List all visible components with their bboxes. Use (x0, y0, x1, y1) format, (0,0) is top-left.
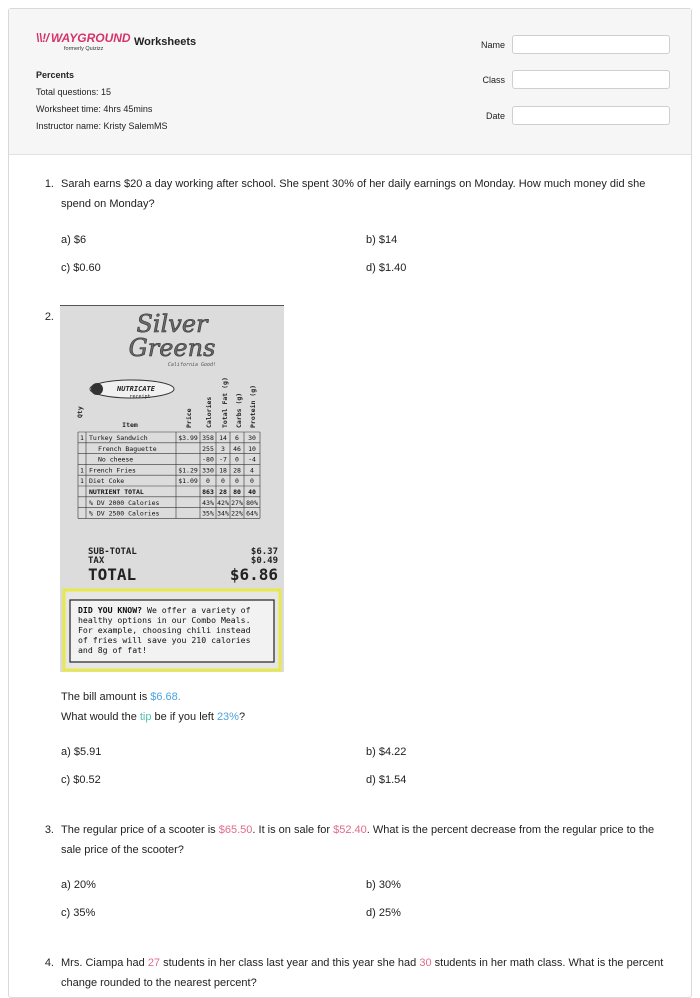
receipt-cell: 34% (217, 509, 229, 518)
date-label: Date (485, 110, 505, 121)
receipt-did-you-know-line: and 8g of fat! (78, 645, 148, 655)
q3-text-3: . What is the percent decrease from the regular price to the sale price of the scooter? (61, 824, 655, 856)
receipt-cell: % DV 2000 Calories (89, 498, 160, 507)
receipt-cell: 18 (219, 466, 227, 475)
question-text: Sarah earns $20 a day working after school. She spent 30% of her daily earnings on Monday. How much money did she spend on Monday? (61, 178, 646, 210)
receipt-brand-line1: Silver (136, 310, 208, 338)
class-input[interactable] (512, 70, 670, 89)
receipt-cell: 0 (235, 455, 239, 464)
receipt-cell: $1.09 (178, 477, 198, 486)
receipt-cell: -4 (248, 455, 256, 464)
receipt-did-you-know-line: DID YOU KNOW? We offer a variety of (78, 605, 251, 615)
receipt-cell: $3.99 (178, 434, 198, 442)
question-number: 3. (44, 824, 54, 836)
receipt-nutricate-logo: NUTRICATE (117, 385, 155, 393)
receipt-cell: 0 (250, 477, 254, 486)
question-number: 4. (44, 957, 54, 969)
receipt-cell: 863 (202, 488, 214, 496)
tip-text-2: be if you left (151, 711, 217, 723)
tip-percent: 23% (216, 711, 239, 723)
tip-text-3: ? (238, 711, 246, 723)
receipt-cell: 80 (233, 488, 241, 496)
receipt-cell: 28 (233, 466, 241, 475)
total-questions: Total questions: 15 (36, 87, 112, 97)
receipt-cell: 35% (202, 509, 214, 518)
receipt-cell: 27% (231, 498, 243, 507)
this-year-students: 30 (419, 957, 432, 969)
receipt-cell: 42% (217, 498, 229, 507)
receipt-cell: 22% (231, 509, 243, 518)
q3-option-a[interactable]: a) 20% (61, 879, 96, 891)
receipt-brand-tagline: California Good! (167, 362, 217, 368)
receipt-cell: NUTRIENT TOTAL (89, 488, 144, 496)
instructor-name: Instructor name: Kristy SalemMS (36, 121, 168, 131)
receipt-cell: % DV 2500 Calories (89, 509, 160, 518)
q3-text-1: The regular price of a scooter is (61, 824, 219, 836)
receipt-cell: -7 (219, 455, 227, 464)
receipt-did-you-know-line: healthy options in our Combo Meals. (78, 615, 251, 625)
receipt-cell: 28 (219, 488, 227, 496)
question-text (61, 687, 666, 727)
q2-option-c[interactable]: c) $0.52 (61, 774, 101, 786)
bill-text: The bill amount is (61, 691, 151, 703)
receipt-cell: $1.29 (178, 466, 198, 475)
q3-text-2: . It is on sale for (252, 824, 334, 836)
receipt-header-2: Price (185, 408, 193, 428)
worksheet-topic: Percents (36, 70, 75, 80)
receipt-header-6: Protein (g) (249, 384, 257, 428)
receipt-header-item: Item (122, 421, 138, 429)
receipt-cell: 4 (250, 466, 254, 475)
q4-text-2: students in her class last year and this year she had (160, 957, 420, 969)
q1-option-c[interactable]: c) $0.60 (61, 262, 101, 274)
q3-option-b[interactable]: b) 30% (366, 879, 401, 891)
receipt-cell: 43% (202, 498, 214, 507)
receipt-cell: 1 (80, 477, 84, 486)
q4-text-1: Mrs. Ciampa had (61, 957, 148, 969)
receipt-cell: 1 (80, 466, 84, 475)
receipt-brand-line2: Greens (128, 334, 216, 362)
q1-option-b[interactable]: b) $14 (366, 234, 398, 246)
receipt-cell: 1 (80, 434, 84, 442)
worksheet-page (8, 8, 692, 998)
receipt-cell: 40 (248, 488, 256, 496)
q2-option-a[interactable]: a) $5.91 (61, 746, 102, 758)
receipt-cell: 3 (221, 444, 225, 453)
receipt-did-you-know-line: For example, choosing chili instead (78, 625, 251, 635)
receipt-cell: 0 (206, 477, 210, 486)
q1-option-d[interactable]: d) $1.40 (366, 262, 407, 274)
receipt-header-4: Total Fat (g) (221, 377, 229, 428)
receipt-total: $6.86 (229, 565, 278, 584)
q1-option-a[interactable]: a) $6 (61, 234, 87, 246)
question-text (61, 820, 666, 860)
receipt-tax-label: TAX (88, 556, 105, 566)
receipt-header-qty: Qty (76, 406, 84, 418)
name-field-row (449, 35, 670, 54)
receipt-cell: 80% (246, 498, 258, 507)
receipt-did-you-know-line: of fries will save you 210 calories (78, 635, 251, 645)
class-label: Class (482, 74, 505, 85)
receipt-cell: 0 (221, 477, 225, 486)
tip-word: tip (139, 711, 152, 723)
worksheet-meta (36, 67, 168, 135)
receipt-cell: French Fries (89, 466, 136, 475)
name-label: Name (480, 39, 505, 50)
brand-logo (36, 31, 131, 52)
receipt-cell: 10 (248, 444, 256, 453)
brand-subtitle: formerly Quizizz (64, 46, 104, 52)
brand-name: WAYGROUND (50, 31, 131, 45)
receipt-cell: Turkey Sandwich (89, 434, 148, 442)
receipt-cell: Diet Coke (89, 477, 125, 486)
worksheet-time: Worksheet time: 4hrs 45mins (36, 104, 153, 114)
class-field-row (449, 70, 670, 89)
brand-logo-icon: \\!/ (36, 31, 49, 45)
receipt-cell: 330 (202, 466, 214, 475)
receipt-cell: No cheese (98, 455, 134, 464)
tip-line (61, 707, 666, 727)
receipt-total-label: TOTAL (88, 565, 137, 584)
worksheet-header (9, 9, 691, 155)
regular-price: $65.50 (218, 824, 253, 836)
bill-line (61, 687, 666, 707)
receipt-cell: 6 (235, 434, 239, 442)
receipt-cell: 358 (202, 434, 214, 442)
receipt-cell: 255 (202, 444, 214, 453)
receipt-cell: 14 (219, 434, 227, 442)
receipt-cell: 64% (246, 509, 258, 518)
receipt-cell: French Baguette (98, 444, 157, 453)
bill-amount: $6.68. (150, 691, 181, 703)
date-input[interactable] (512, 106, 670, 125)
date-field-row (449, 106, 670, 125)
question-number: 1. (44, 178, 54, 190)
sale-price: $52.40 (333, 824, 367, 836)
question-number: 2. (44, 311, 54, 323)
q4-text-3: students in her math class. What is the percent change rounded to the nearest percent? (61, 957, 664, 989)
receipt-cell: 30 (248, 434, 256, 442)
receipt-tax: $0.49 (250, 556, 278, 566)
receipt-cell: -80 (202, 455, 214, 464)
receipt-header-3: Calories (205, 396, 213, 428)
q3-option-c[interactable]: c) 35% (61, 907, 96, 919)
receipt-cell: 0 (235, 477, 239, 486)
q2-option-d[interactable]: d) $1.54 (366, 774, 407, 786)
name-input[interactable] (512, 35, 670, 54)
question-text (61, 953, 666, 993)
receipt-subtotal: $6.37 (250, 547, 278, 557)
q3-option-d[interactable]: d) 25% (366, 907, 401, 919)
tip-text-1: What would the (61, 711, 140, 723)
receipt-header-5: Carbs (g) (235, 392, 243, 428)
receipt-image (60, 305, 284, 672)
receipt-cell: 46 (233, 444, 241, 453)
receipt-subtotal-label: SUB-TOTAL (88, 547, 137, 557)
section-title: Worksheets (134, 36, 197, 48)
q2-option-b[interactable]: b) $4.22 (366, 746, 407, 758)
receipt-nutricate-sub: receipt (129, 394, 151, 400)
last-year-students: 27 (147, 957, 161, 969)
